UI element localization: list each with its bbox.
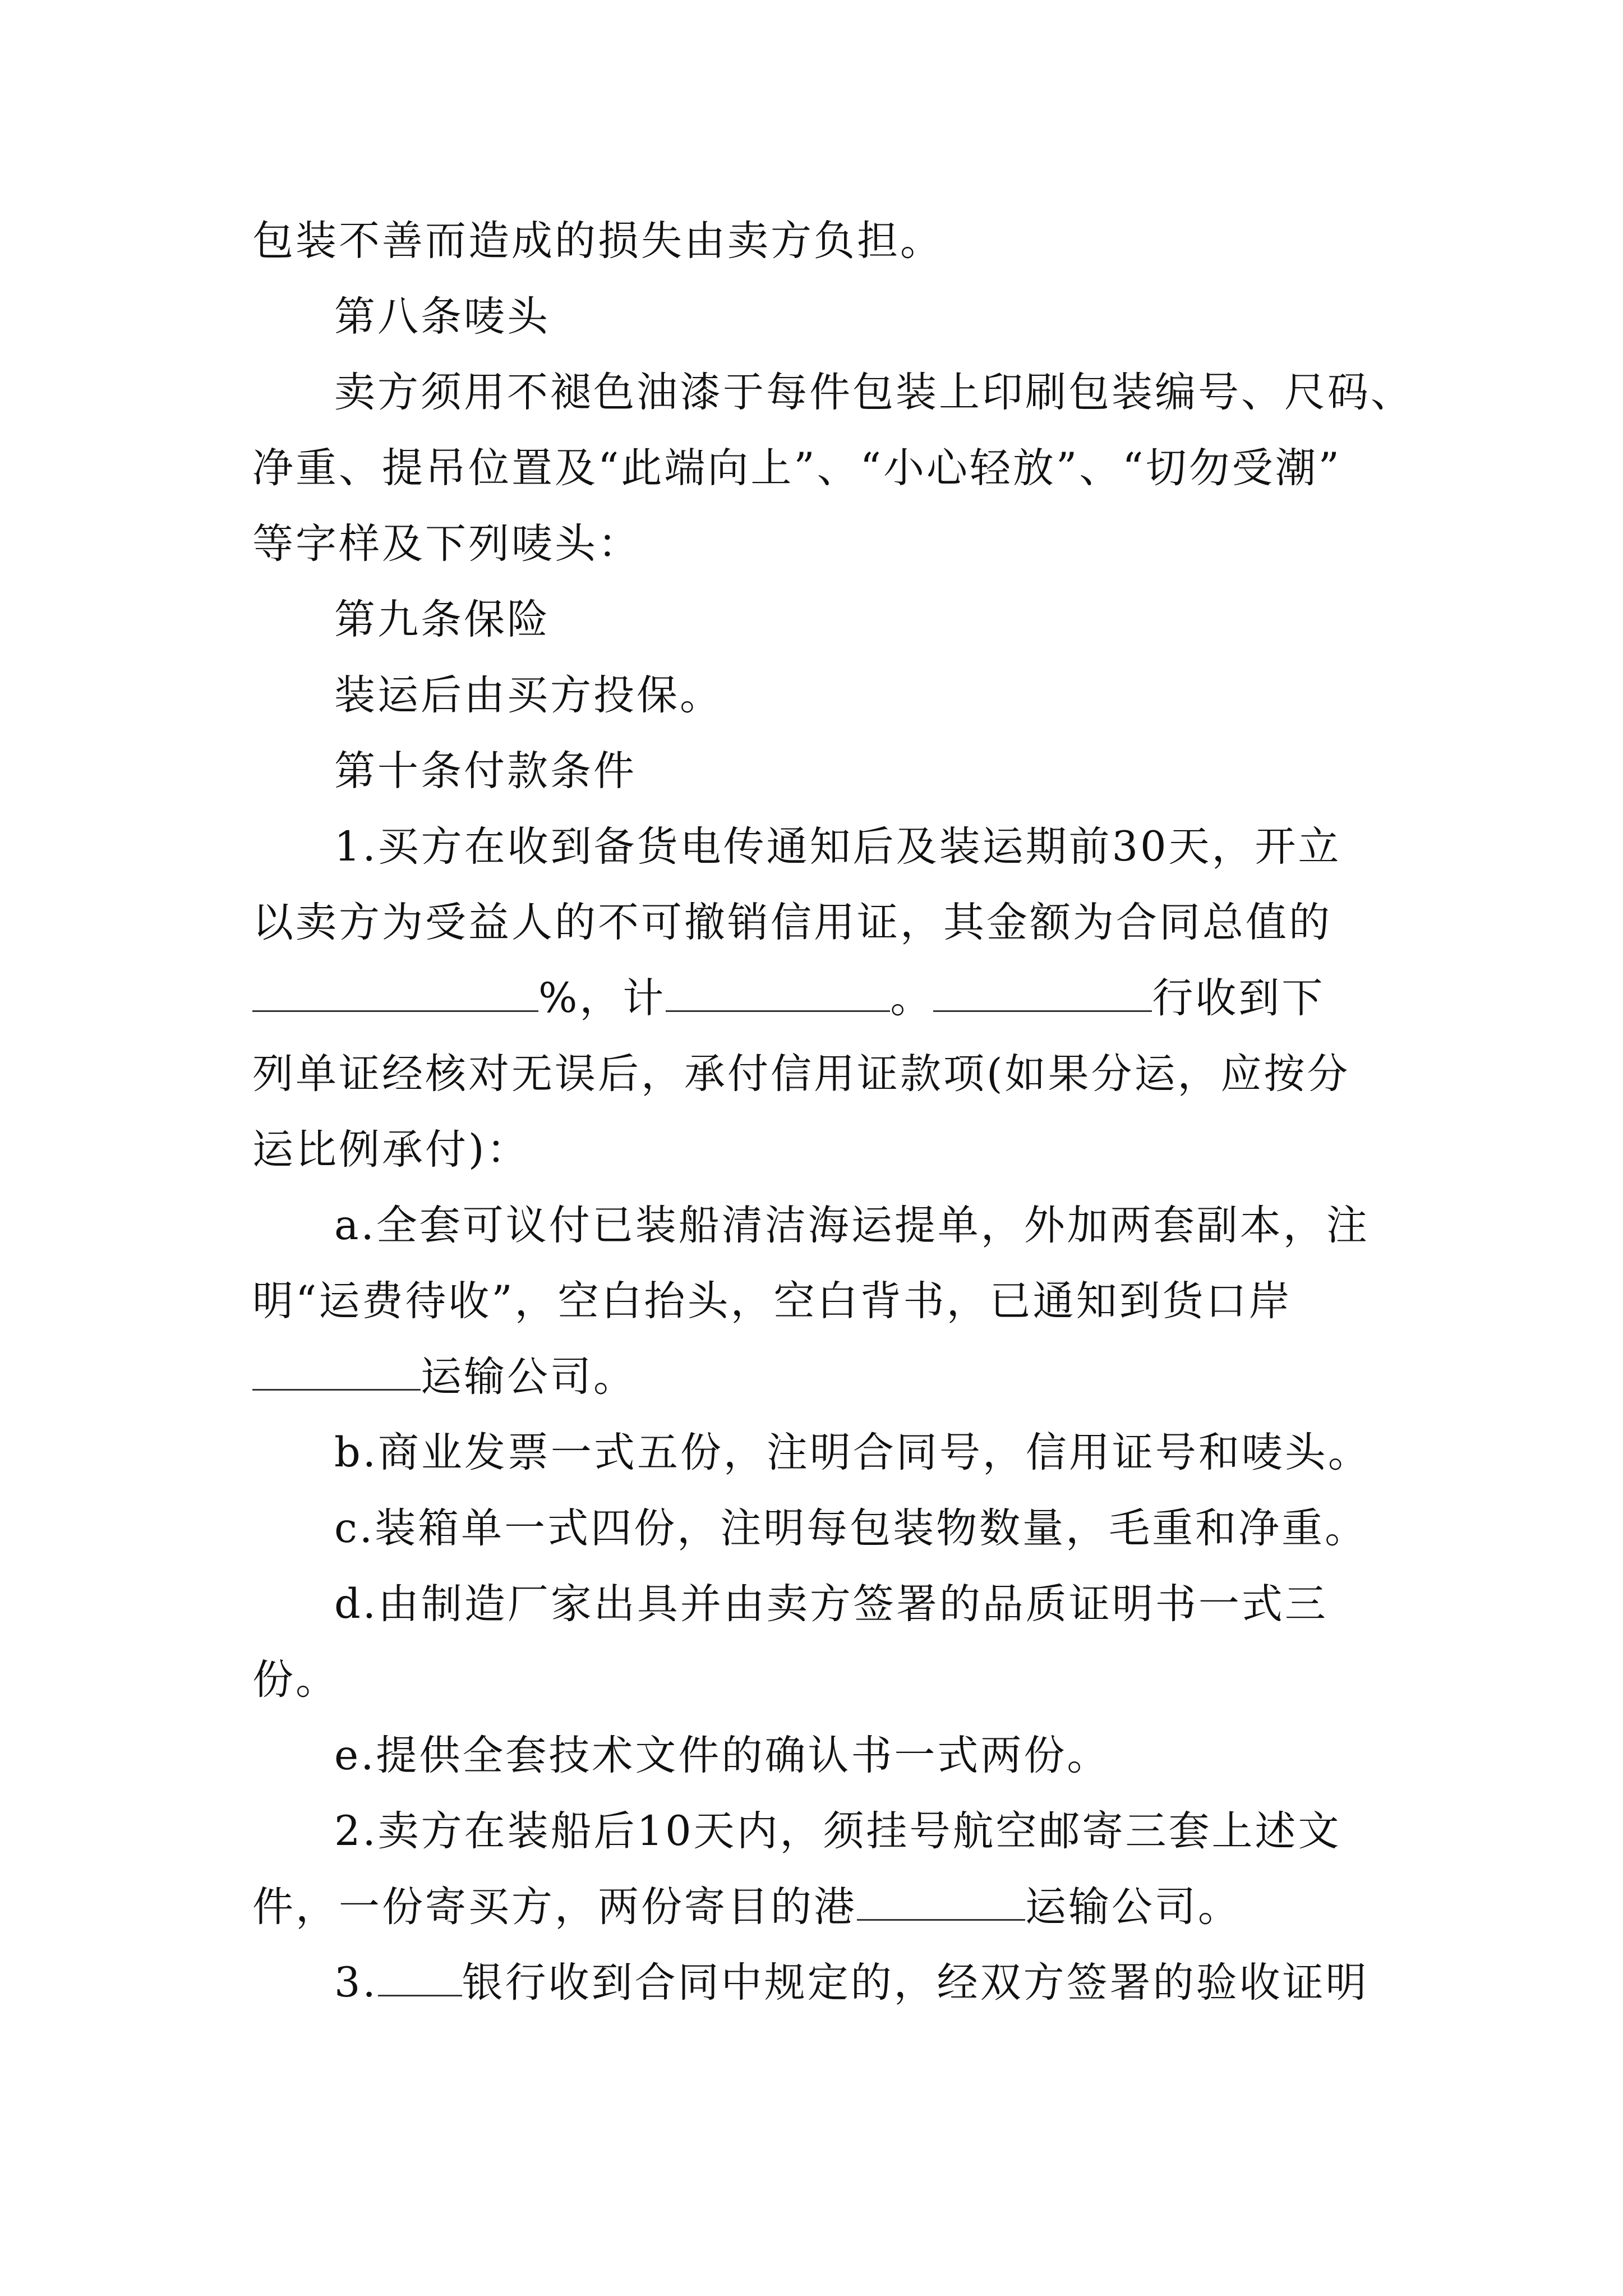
fill-blank-bank — [933, 971, 1152, 1012]
text-line-20: 份。 — [252, 1656, 339, 1704]
text-line-13: 运比例承付)： — [252, 1126, 530, 1174]
mail-destination-label: 件，一份寄买方，两份寄目的港 — [252, 1883, 857, 1931]
text-line-15: 明“运费待收”，空白抬头，空白背书，已通知到货口岸 — [252, 1277, 1292, 1325]
text-line-4: 净重、提吊位置及“此端向上”、“小心轻放”、“切勿受潮” — [252, 444, 1341, 492]
text-line-14: a.全套可议付已装船清洁海运提单，外加两套副本，注 — [334, 1202, 1370, 1249]
bank-receive-label: 行收到下 — [1152, 974, 1325, 1022]
text-line-12: 列单证经核对无误后，承付信用证款项(如果分运，应按分 — [252, 1050, 1350, 1098]
text-line-5: 等字样及下列唛头： — [252, 520, 641, 568]
fill-blank-amount — [666, 971, 890, 1012]
clause-heading-9: 第九条保险 — [334, 596, 550, 643]
transport-company-label: 运输公司。 — [421, 1353, 637, 1401]
percent-label: %，计 — [538, 974, 666, 1022]
item-number-3: 3. — [334, 1959, 378, 2007]
text-line-11 — [252, 970, 1325, 1027]
clause-heading-10: 第十条付款条件 — [334, 747, 637, 795]
text-line-21: e.提供全套技术文件的确认书一式两份。 — [334, 1732, 1110, 1779]
fill-blank-bank-name — [378, 1955, 462, 1996]
text-line-1: 包装不善而造成的损失由卖方负担。 — [252, 217, 943, 265]
period-label: 。 — [890, 974, 934, 1022]
text-line-19: d.由制造厂家出具并由卖方签署的品质证明书一式三 — [334, 1580, 1328, 1628]
text-line-7: 装运后由买方投保。 — [334, 671, 723, 719]
text-line-18: c.装箱单一式四份，注明每包装物数量，毛重和净重。 — [334, 1504, 1368, 1552]
transport-company-label-2: 运输公司。 — [1025, 1883, 1241, 1931]
fill-blank-percent — [252, 971, 538, 1012]
text-line-17: b.商业发票一式五份，注明合同号，信用证号和唛头。 — [334, 1429, 1371, 1476]
clause-heading-8: 第八条唛头 — [334, 293, 550, 341]
text-line-10: 以卖方为受益人的不可撤销信用证，其金额为合同总值的 — [252, 899, 1332, 946]
text-line-24 — [334, 1955, 1369, 2011]
text-line-23 — [252, 1879, 1241, 1935]
text-line-22: 2.卖方在装船后10天内，须挂号航空邮寄三套上述文 — [334, 1807, 1341, 1855]
fill-blank-destination-port — [857, 1880, 1025, 1921]
text-line-16 — [252, 1349, 637, 1405]
text-line-9: 1.买方在收到备货电传通知后及装运期前30天，开立 — [334, 823, 1341, 871]
text-line-3: 卖方须用不褪色油漆于每件包装上印刷包装编号、尺码、 — [334, 369, 1414, 416]
acceptance-text: 银行收到合同中规定的，经双方签署的验收证明 — [462, 1959, 1369, 2007]
fill-blank-port — [252, 1350, 421, 1391]
